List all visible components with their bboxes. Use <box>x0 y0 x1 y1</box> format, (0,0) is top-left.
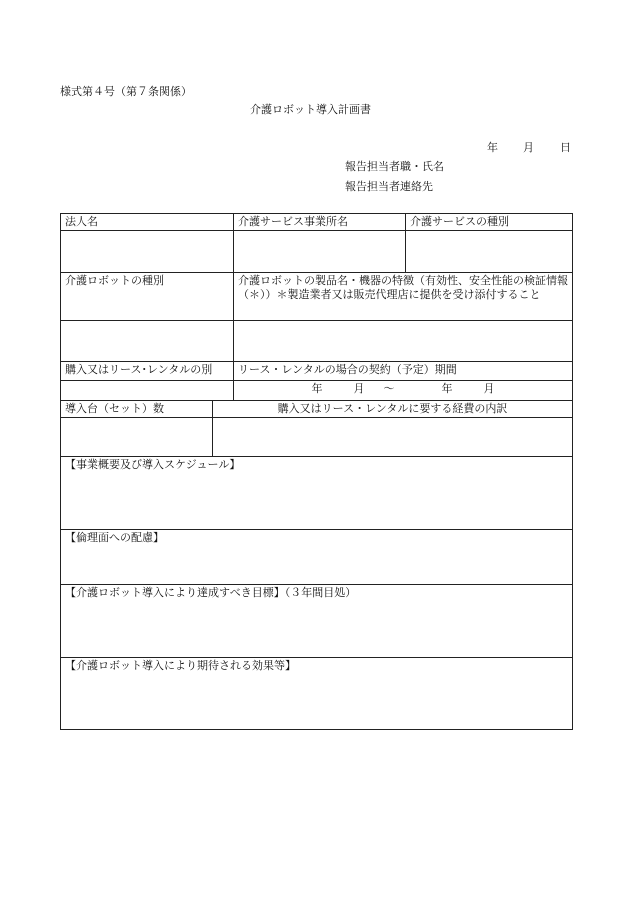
period-to-year: 年 <box>441 382 453 395</box>
corp-name-field[interactable] <box>61 231 234 273</box>
robot-type-header: 介護ロボットの種別 <box>61 273 234 321</box>
ethics-section[interactable] <box>61 530 573 585</box>
service-type-header: 介護サービスの種別 <box>406 214 573 231</box>
period-from-year: 年 <box>311 382 323 395</box>
effects-section[interactable] <box>61 658 573 730</box>
cost-breakdown-field[interactable] <box>213 418 573 457</box>
robot-product-field[interactable] <box>234 321 573 362</box>
goals-heading: 【介護ロボット導入により達成すべき目標】（３年間目処） <box>65 586 357 599</box>
reporter-contact-label: 報告担当者連絡先 <box>345 180 433 193</box>
office-name-header: 介護サービス事業所名 <box>234 214 406 231</box>
purchase-or-lease-header: 購入又はリース･レンタルの別 <box>61 362 234 381</box>
period-to-month: 月 <box>483 382 495 395</box>
document-title: 介護ロボット導入計画書 <box>250 103 371 116</box>
period-tilde: ～ <box>383 382 395 395</box>
goals-section[interactable] <box>61 585 573 658</box>
date-year-label: 年 <box>487 141 498 154</box>
period-from-month: 月 <box>353 382 365 395</box>
lease-period-header: リース・レンタルの場合の契約（予定）期間 <box>234 362 573 381</box>
robot-product-header: 介護ロボットの製品名・機器の特徴（有効性、安全性能の検証情報（＊））＊製造業者又は販売代理店に提供を受け添付すること <box>234 273 573 321</box>
cost-breakdown-header: 購入又はリース・レンタルに要する経費の内訳 <box>213 401 573 418</box>
corp-name-header: 法人名 <box>61 214 234 231</box>
form-number: 様式第４号（第７条関係） <box>60 85 192 98</box>
reporter-name-label: 報告担当者職・氏名 <box>345 160 444 173</box>
ethics-heading: 【倫理面への配慮】 <box>65 531 164 544</box>
units-field[interactable] <box>61 418 213 457</box>
schedule-section[interactable] <box>61 457 573 530</box>
date-month-label: 月 <box>523 141 534 154</box>
schedule-heading: 【事業概要及び導入スケジュール】 <box>65 458 241 471</box>
effects-heading: 【介護ロボット導入により期待される効果等】 <box>65 659 296 672</box>
units-header: 導入台（セット）数 <box>61 401 213 418</box>
robot-type-field[interactable] <box>61 321 234 362</box>
lease-period-field[interactable] <box>234 381 573 401</box>
date-day-label: 日 <box>560 141 571 154</box>
service-type-field[interactable] <box>406 231 573 273</box>
purchase-or-lease-field[interactable] <box>61 381 234 401</box>
office-name-field[interactable] <box>234 231 406 273</box>
plan-form-table <box>60 213 573 730</box>
